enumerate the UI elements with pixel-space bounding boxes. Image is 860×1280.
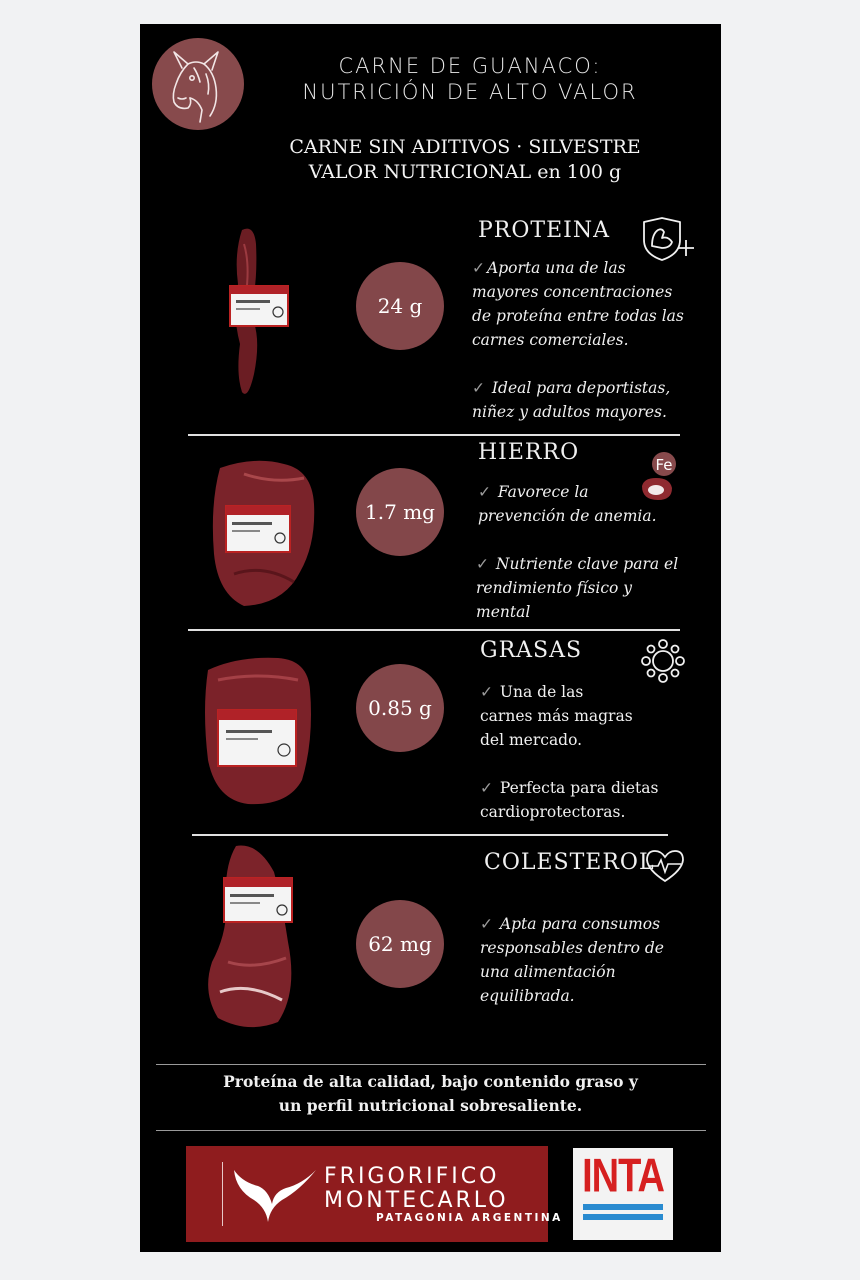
check-icon: ✓ bbox=[476, 555, 489, 573]
page-title-line1: CARNE DE GUANACO: bbox=[338, 54, 602, 78]
section-divider bbox=[188, 629, 680, 631]
check-icon: ✓ bbox=[472, 259, 485, 277]
protein-point-2: ✓ Ideal para deportistas, niñez y adultos mayores. bbox=[472, 379, 671, 421]
meat-image-shoulder bbox=[198, 842, 308, 1036]
inta-stripe bbox=[583, 1214, 663, 1220]
meat-image-loin bbox=[210, 224, 300, 408]
check-icon: ✓ bbox=[480, 779, 493, 797]
fat-value-badge: 0.85 g bbox=[356, 664, 444, 752]
svg-text:Fe: Fe bbox=[655, 456, 673, 474]
protein-heading: PROTEINA bbox=[478, 218, 610, 243]
inta-logo bbox=[573, 1148, 673, 1240]
tagline: Proteína de alta calidad, bajo contenido graso y un perfil nutricional sobresaliente. bbox=[223, 1072, 638, 1115]
iron-value-badge: 1.7 mg bbox=[356, 468, 444, 556]
subtitle-line2: VALOR NUTRICIONAL en 100 g bbox=[308, 161, 622, 183]
cholesterol-value-badge: 62 mg bbox=[356, 900, 444, 988]
tagline-divider-bottom bbox=[156, 1130, 706, 1131]
section-divider bbox=[188, 434, 680, 436]
nutrition-poster bbox=[140, 24, 721, 1252]
cholesterol-point-1: ✓ Apta para consumos responsables dentro de una alimentación equilibrada. bbox=[480, 915, 664, 1005]
check-icon: ✓ bbox=[480, 683, 493, 701]
fat-heading: GRASAS bbox=[480, 638, 583, 663]
brand-name-line1: FRIGORIFICO bbox=[324, 1164, 500, 1189]
guanaco-head-icon bbox=[152, 38, 244, 130]
fat-point-2: ✓ Perfecta para dietas cardioprotectoras. bbox=[480, 779, 659, 821]
meat-image-steak bbox=[198, 650, 318, 814]
cholesterol-heading: COLESTEROL bbox=[484, 850, 655, 875]
inta-text: INTA bbox=[582, 1150, 664, 1203]
horns-logo-icon bbox=[230, 1160, 320, 1224]
meat-image-rump bbox=[204, 454, 324, 618]
page-title-line2: NUTRICIÓN DE ALTO VALOR bbox=[302, 80, 638, 104]
protein-point-1: ✓ Aporta una de las mayores concentraciones de proteína entre todas las carnes comerciales. bbox=[472, 259, 684, 349]
heart-pulse-icon bbox=[644, 848, 686, 888]
guanaco-logo bbox=[152, 38, 244, 130]
check-icon: ✓ bbox=[480, 915, 493, 933]
inta-stripe bbox=[583, 1204, 663, 1210]
check-icon: ✓ bbox=[472, 379, 485, 397]
protein-value-badge: 24 g bbox=[356, 262, 444, 350]
brand-name-line2: MONTECARLO bbox=[324, 1188, 509, 1213]
iron-heading: HIERRO bbox=[478, 440, 580, 465]
iron-point-1: ✓ Favorece la prevención de anemia. bbox=[478, 483, 657, 525]
check-icon: ✓ bbox=[478, 483, 491, 501]
section-divider bbox=[192, 834, 668, 836]
brand-tagline: PATAGONIA ARGENTINA bbox=[376, 1212, 563, 1224]
iron-point-2: ✓ Nutriente clave para el rendimiento físico y mental bbox=[476, 555, 679, 621]
tagline-divider-top bbox=[156, 1064, 706, 1065]
frigorifico-logo bbox=[186, 1146, 563, 1242]
fat-point-1: ✓ Una de las carnes más magras del mercado. bbox=[480, 683, 633, 749]
subtitle-line1: CARNE SIN ADITIVOS · SILVESTRE bbox=[289, 136, 641, 158]
logo-divider bbox=[222, 1162, 223, 1226]
